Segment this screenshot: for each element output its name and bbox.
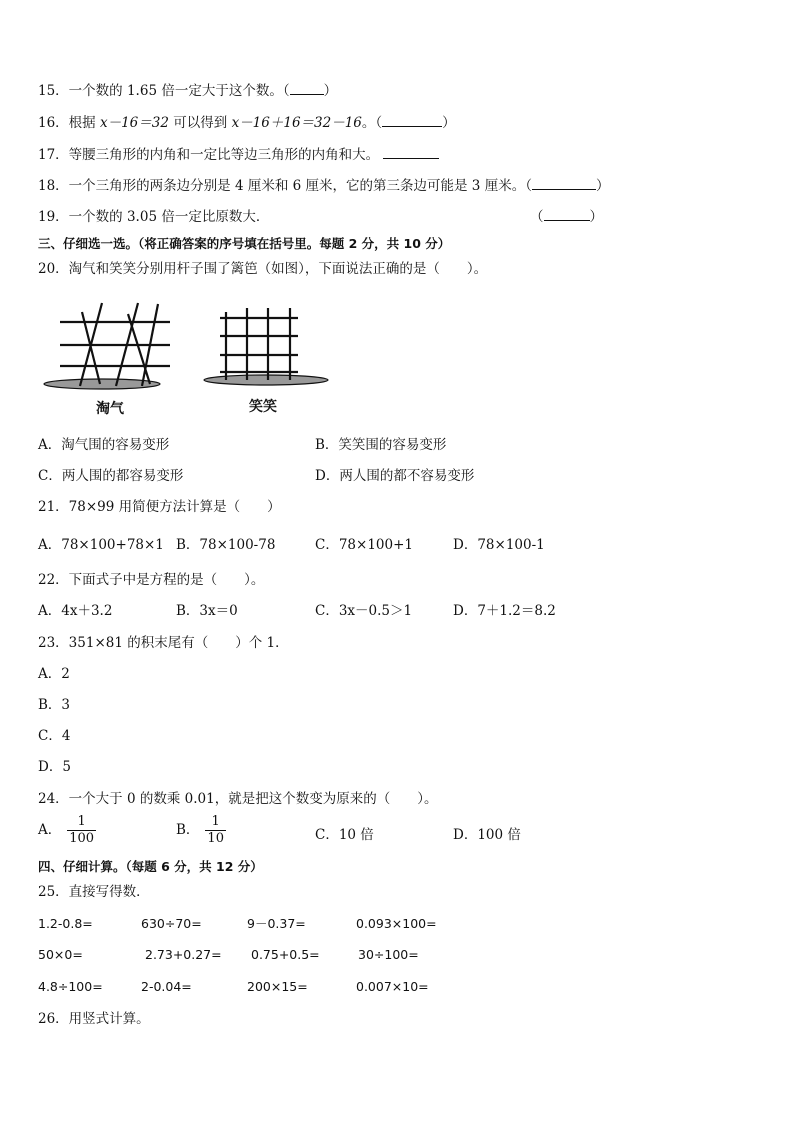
fig-label-xiaoxiao: 笑笑 [249, 399, 277, 415]
q25-stem: 25．直接写得数． [38, 884, 150, 900]
q15-close: ） [323, 83, 338, 99]
q21-option-b[interactable]: B．78×100-78 [176, 537, 276, 553]
q23-option-a[interactable]: A．2 [38, 666, 70, 682]
q18-text: 18．一个三角形的两条边分别是 4 厘米和 6 厘米，它的第三条边可能是 3 厘米。（ [38, 178, 532, 194]
q16-answer-blank[interactable] [382, 114, 442, 127]
q18-close: ） [595, 178, 610, 194]
q22-option-d[interactable]: D．7＋1.2＝8.2 [453, 603, 556, 619]
question-19 [38, 208, 269, 226]
q24-option-b-label: B． [176, 822, 200, 838]
q22-option-b[interactable]: B．3x＝0 [176, 603, 238, 619]
q17-text: 17．等腰三角形的内角和一定比等边三角形的内角和大。 [38, 147, 380, 163]
q20-option-c[interactable]: C．两人围的都容易变形 [38, 468, 184, 484]
q19-answer [530, 208, 603, 226]
question-18 [38, 177, 609, 195]
q22-stem: 22．下面式子中是方程的是（ ）。 [38, 572, 265, 588]
calc-item[interactable]: 2.73+0.27= [145, 947, 222, 962]
q24-option-b-fraction [205, 814, 226, 847]
q24-option-c[interactable]: C．10 倍 [315, 827, 374, 843]
q20-option-b[interactable]: B．笑笑围的容易变形 [315, 437, 447, 453]
xiaoxiao-fence [204, 308, 328, 385]
q20-option-a[interactable]: A．淘气围的容易变形 [38, 437, 170, 453]
fraction-numerator: 1 [77, 814, 86, 829]
q16-mid: 可以得到 [168, 115, 232, 131]
q21-option-a[interactable]: A．78×100+78×1 [38, 537, 164, 553]
q16-post: 。（ [361, 115, 383, 131]
section-4-title: 四、仔细计算。（每题 6 分，共 12 分） [38, 859, 263, 874]
q17-answer-blank[interactable] [383, 146, 439, 159]
calc-item[interactable]: 0.75+0.5= [251, 947, 320, 962]
q23-option-b[interactable]: B．3 [38, 697, 71, 713]
question-15 [38, 82, 337, 100]
question-16 [38, 114, 456, 132]
calc-item[interactable]: 2-0.04= [141, 979, 192, 994]
calc-item[interactable]: 200×15= [247, 979, 308, 994]
q24-option-a-label: A． [38, 822, 62, 838]
q18-answer-blank[interactable] [532, 177, 596, 190]
q21-option-c[interactable]: C．78×100+1 [315, 537, 413, 553]
q16-pre: 16．根据 [38, 115, 100, 131]
q19-open: （ [530, 209, 544, 225]
q23-option-c[interactable]: C．4 [38, 728, 71, 744]
q16-equation-2: x－16＋16＝32－16 [231, 115, 362, 131]
fraction-denominator: 10 [207, 831, 224, 846]
q16-close: ） [442, 115, 456, 131]
q19-text: 19．一个数的 3.05 倍一定比原数大． [38, 209, 270, 225]
q24-option-a-fraction [67, 814, 96, 847]
calc-item[interactable]: 0.007×10= [356, 979, 429, 994]
q19-answer-blank[interactable] [544, 208, 590, 221]
q26-stem: 26．用竖式计算。 [38, 1011, 150, 1027]
fraction-numerator: 1 [211, 814, 220, 829]
section-3-title: 三、仔细选一选。（将正确答案的序号填在括号里。每题 2 分，共 10 分） [38, 236, 451, 251]
calc-item[interactable]: 0.093×100= [356, 916, 437, 931]
q23-stem: 23．351×81 的积末尾有（ ）个 1． [38, 635, 289, 651]
question-17 [38, 146, 439, 164]
q21-stem: 21．78×99 用简便方法计算是（ ） [38, 499, 281, 515]
calc-item[interactable]: 4.8÷100= [38, 979, 103, 994]
fence-figure [40, 300, 340, 392]
q21-option-d[interactable]: D．78×100-1 [453, 537, 545, 553]
q24-option-a[interactable] [38, 814, 96, 847]
fig-label-taoqi: 淘气 [96, 401, 124, 417]
q22-option-c[interactable]: C．3x－0.5＞1 [315, 603, 413, 619]
q15-text: 15．一个数的 1.65 倍一定大于这个数。（ [38, 83, 290, 99]
q23-option-d[interactable]: D．5 [38, 759, 71, 775]
calc-item[interactable]: 9－0.37= [247, 916, 306, 931]
q15-answer-blank[interactable] [290, 82, 324, 95]
q22-option-a[interactable]: A．4x＋3.2 [38, 603, 113, 619]
q24-option-b[interactable] [176, 814, 226, 847]
taoqi-fence [44, 303, 170, 389]
calc-item[interactable]: 1.2-0.8= [38, 916, 93, 931]
fraction-denominator: 100 [69, 831, 95, 846]
calc-item[interactable]: 30÷100= [358, 947, 419, 962]
q20-option-d[interactable]: D．两人围的都不容易变形 [315, 468, 475, 484]
q24-option-d[interactable]: D．100 倍 [453, 827, 521, 843]
q20-stem: 20．淘气和笑笑分别用杆子围了篱笆（如图），下面说法正确的是（ ）。 [38, 261, 488, 277]
calc-item[interactable]: 630÷70= [141, 916, 202, 931]
calc-item[interactable]: 50×0= [38, 947, 83, 962]
q19-close: ） [589, 209, 603, 225]
q16-equation-1: x－16＝32 [99, 115, 169, 131]
q24-stem: 24．一个大于 0 的数乘 0.01，就是把这个数变为原来的（ ）。 [38, 791, 438, 807]
